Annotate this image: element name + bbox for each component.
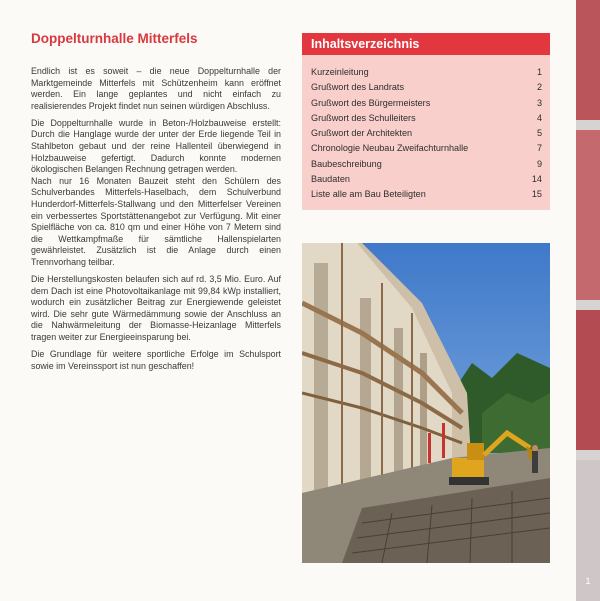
toc-item-label: Baudaten xyxy=(311,174,350,185)
paragraph: Die Grundlage für weitere sportliche Erfolge im Schulsport sowie im Vereinssport ist nun geschaffen! xyxy=(31,349,281,371)
toc-item[interactable] xyxy=(311,80,542,95)
paragraph: Die Herstellungskosten belaufen sich auf rd. 3,5 Mio. Euro. Auf dem Dach ist eine Photovoltaikanlage mit 99,84 kWp installiert, wodurch ein zusätzlicher Beitrag zur Energiewende geleistet wird. Die sehr gute Wärmedämmung sowie der Anschluss an die Nahwärmeleitung der Biomasse-Heizanlage Mitterfels tragen weiter zur Energieeinsparung bei. xyxy=(31,274,281,343)
worker xyxy=(532,451,538,473)
construction-photo xyxy=(302,243,550,563)
toc-item-label: Baubeschreibung xyxy=(311,158,382,169)
paragraph: Die Doppelturnhalle wurde in Beton-/Holzbauweise erstellt: Durch die Hanglage wurde der unter der Erde liegende Teil in Stahlbeton gebaut und der reine Hallenteil überwiegend in Holzbauweise gefertigt. Dadurch konnte modernen ökologischen Belangen Rechnung getragen werden. xyxy=(31,117,281,175)
toc-item[interactable] xyxy=(311,65,542,80)
side-tab xyxy=(576,0,600,120)
marker-post xyxy=(428,433,431,463)
toc-item-label: Chronologie Neubau Zweifachturnhalle xyxy=(311,143,469,154)
toc-item-page: 9 xyxy=(536,158,542,169)
toc-item-label: Grußwort der Architekten xyxy=(311,128,413,139)
paragraph: Nach nur 16 Monaten Bauzeit steht den Schülern des Schulverbandes Mitterfels-Haselbach, dem Schulverbund Hunderdorf-Mitterfels-Stallwang und den Mitterfelser Vereinen ein verbessertes Sportstättenangebot zur Verfügung. Mit einer Spielfläche von ca. 810 qm und einer Höhe von 7 Metern sind die Wettkampfmaße für sämtliche Hallenspielarten gewährleistet. Zusätzlich ist die Anlage durch einen Trennvorhang teilbar. xyxy=(31,175,281,267)
toc-item[interactable] xyxy=(311,96,542,111)
toc-item[interactable] xyxy=(311,111,542,126)
toc-item-page: 15 xyxy=(531,189,542,200)
toc-item-label: Liste alle am Bau Beteiligten xyxy=(311,189,426,200)
side-tab xyxy=(576,310,600,450)
construction-site-illustration xyxy=(302,243,550,563)
toc-item-page: 3 xyxy=(536,97,542,108)
page-number: 1 xyxy=(585,576,591,586)
toc-item-page: 2 xyxy=(536,82,542,93)
table-of-contents xyxy=(302,33,550,210)
toc-item[interactable] xyxy=(311,141,542,156)
side-tab xyxy=(576,130,600,300)
page-title: Doppelturnhalle Mitterfels xyxy=(31,31,198,46)
intro-text xyxy=(31,66,281,378)
toc-item-page: 1 xyxy=(536,67,542,77)
toc-item[interactable] xyxy=(311,187,542,202)
toc-item[interactable] xyxy=(311,126,542,141)
toc-item[interactable] xyxy=(311,172,542,187)
toc-item-label: Grußwort des Schulleiters xyxy=(311,112,416,123)
toc-item-label: Grußwort des Bürgermeisters xyxy=(311,97,431,108)
toc-item-page: 4 xyxy=(536,112,542,123)
side-tab-strip xyxy=(576,0,600,601)
toc-item-page: 5 xyxy=(536,128,542,139)
toc-item-label: Kurzeinleitung xyxy=(311,67,369,77)
toc-item-page: 7 xyxy=(536,143,542,154)
toc-item-page: 14 xyxy=(531,174,542,185)
paragraph: Endlich ist es soweit – die neue Doppelturnhalle der Marktgemeinde Mitterfels mit Schützenheim kann eröffnet werden. Ein lange geplantes und nicht einfach zu realisierendes Projekt findet nun seinen würdigen Abschluss. xyxy=(31,66,281,111)
toc-item-label: Grußwort des Landrats xyxy=(311,82,404,93)
toc-heading: Inhaltsverzeichnis xyxy=(302,33,550,55)
worker-head xyxy=(532,445,538,451)
toc-item[interactable] xyxy=(311,157,542,172)
marker-post xyxy=(442,423,445,458)
toc-list xyxy=(302,55,550,203)
